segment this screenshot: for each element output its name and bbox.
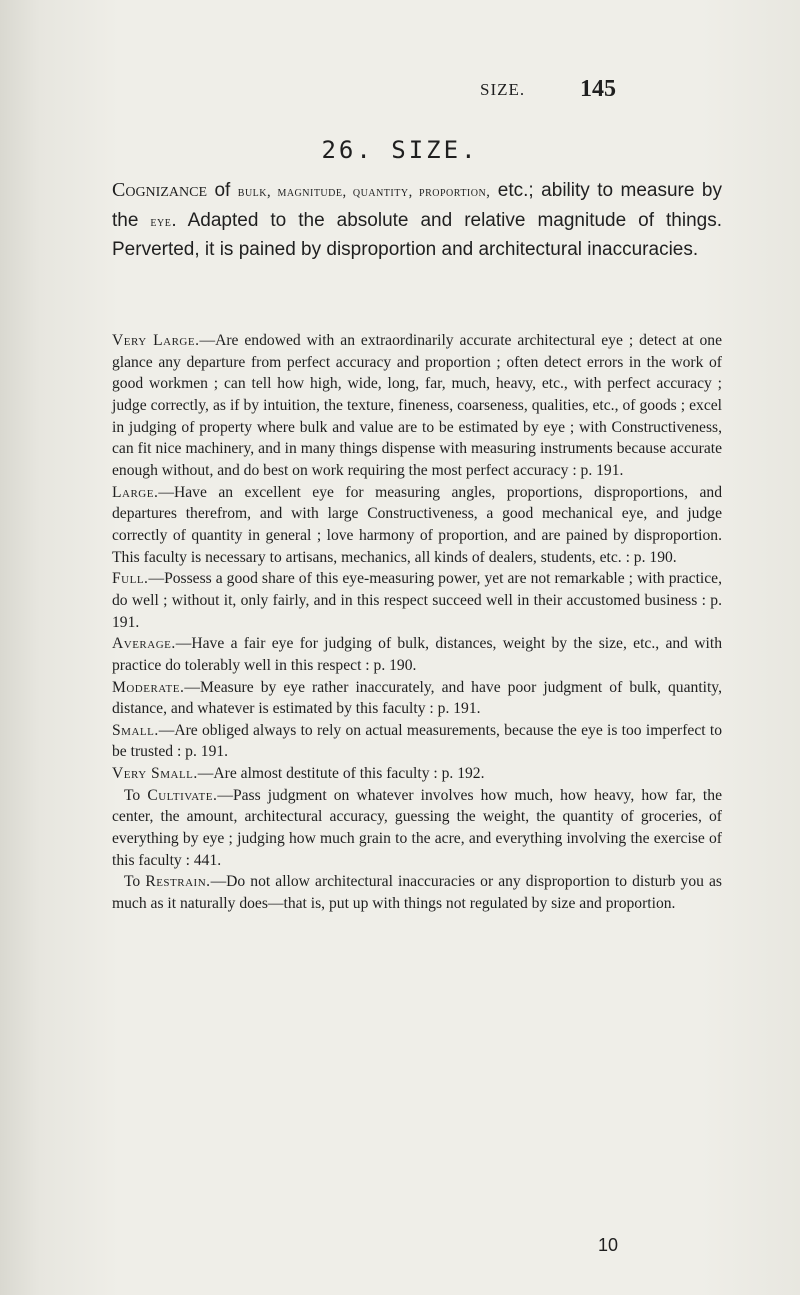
term-restrain: Restrain. xyxy=(145,873,211,891)
paragraph-very-large xyxy=(112,330,722,482)
chapter-title: 26. SIZE. xyxy=(321,136,479,164)
paragraph-large xyxy=(112,482,722,569)
running-head xyxy=(480,76,670,110)
intro-caps-list: bulk, magnitude, quantity, proportion, xyxy=(237,184,491,200)
page-number: 145 xyxy=(580,76,616,102)
text-very-small: —Are almost destitute of this faculty : p. 192. xyxy=(197,765,485,783)
intro-text-2: etc.; ability to measure by the xyxy=(112,180,722,231)
text-restrain: —Do not allow architectural inaccuracies or any disproportion to disturb you as much as it naturally does—that is, put up with things not regulated by size and proportion. xyxy=(112,873,722,913)
term-large: Large. xyxy=(112,483,159,501)
text-cultivate: —Pass judgment on whatever involves how much, how heavy, how far, the center, the amount, architectural accuracy, guessing the weight, the quantity of groceries, of everything by eye ; judging how much grain to the acre, and everything involving the exercise of this faculty : 441. xyxy=(112,786,722,869)
signature-mark: 10 xyxy=(598,1235,619,1255)
paragraph-full xyxy=(112,568,722,633)
paragraph-average xyxy=(112,633,722,676)
intro-text-3: . Adapted to the absolute and relative magnitude of things. Perverted, it is pained by disproportion and architectural inaccuracies. xyxy=(112,209,722,260)
paragraph-restrain xyxy=(112,871,722,914)
paragraph-cultivate xyxy=(112,785,722,872)
term-very-small: Very Small. xyxy=(112,765,198,783)
text-average: —Have a fair eye for judging of bulk, distances, weight by the size, etc., and with practice do tolerably well in this respect : p. 190. xyxy=(112,635,722,674)
intro-paragraph xyxy=(112,176,722,265)
text-very-large: —Are endowed with an extraordinarily accurate architectural eye ; detect at one glance any departure from perfect accuracy and proportion ; often detect errors in the work of good workmen ; can tell how high, wide, long, far, much, heavy, etc., with perfect accuracy ; judge correctly, as if by intuition, the texture, fineness, coarseness, qualities, etc., of goods ; excel in judging of property where bulk and value are to be estimated by eye ; with Constructiveness, can fit nice machinery, and in many things dispense with measuring instruments because accurate enough without, and do best on work requiring the most perfect accuracy : p. 191. xyxy=(112,332,722,479)
text-large: —Have an excellent eye for measuring angles, proportions, disproportions, and departures therefrom, and with large Constructiveness, a good mechanical eye, and judge correctly of quantity in general ; love harmony of proportion, and are pained by disproportion. This faculty is necessary to artisans, mechanics, all kinds of dealers, students, etc. : p. 190. xyxy=(112,483,722,566)
intro-eye-word: eye xyxy=(150,213,172,230)
term-moderate: Moderate. xyxy=(112,678,185,696)
prefix-restrain: To xyxy=(124,873,146,891)
text-moderate: —Measure by eye rather inaccurately, and have poor judgment of bulk, quantity, distance, and whatever is estimated by this faculty : p. 191. xyxy=(112,678,722,718)
term-cultivate: Cultivate. xyxy=(147,786,218,804)
term-very-large: Very Large. xyxy=(112,332,200,349)
intro-text-1: of xyxy=(207,180,238,201)
paragraph-very-small xyxy=(112,763,722,785)
prefix-cultivate: To xyxy=(124,786,148,804)
paragraph-moderate xyxy=(112,677,722,720)
text-full: —Possess a good share of this eye-measuring power, yet are not remarkable ; with practice, do well ; without it, only fairly, and in this respect succeed well in their accustomed business : p. 191. xyxy=(112,570,722,631)
term-small: Small. xyxy=(112,721,159,739)
intro-lead-word: Cognizance xyxy=(112,179,207,201)
term-full: Full. xyxy=(112,570,149,588)
running-title: SIZE. xyxy=(480,80,526,99)
term-average: Average. xyxy=(112,635,176,653)
degree-descriptions xyxy=(112,330,722,915)
paragraph-small xyxy=(112,720,722,763)
text-small: —Are obliged always to rely on actual measurements, because the eye is too imperfect to be trusted : p. 191. xyxy=(112,721,722,761)
